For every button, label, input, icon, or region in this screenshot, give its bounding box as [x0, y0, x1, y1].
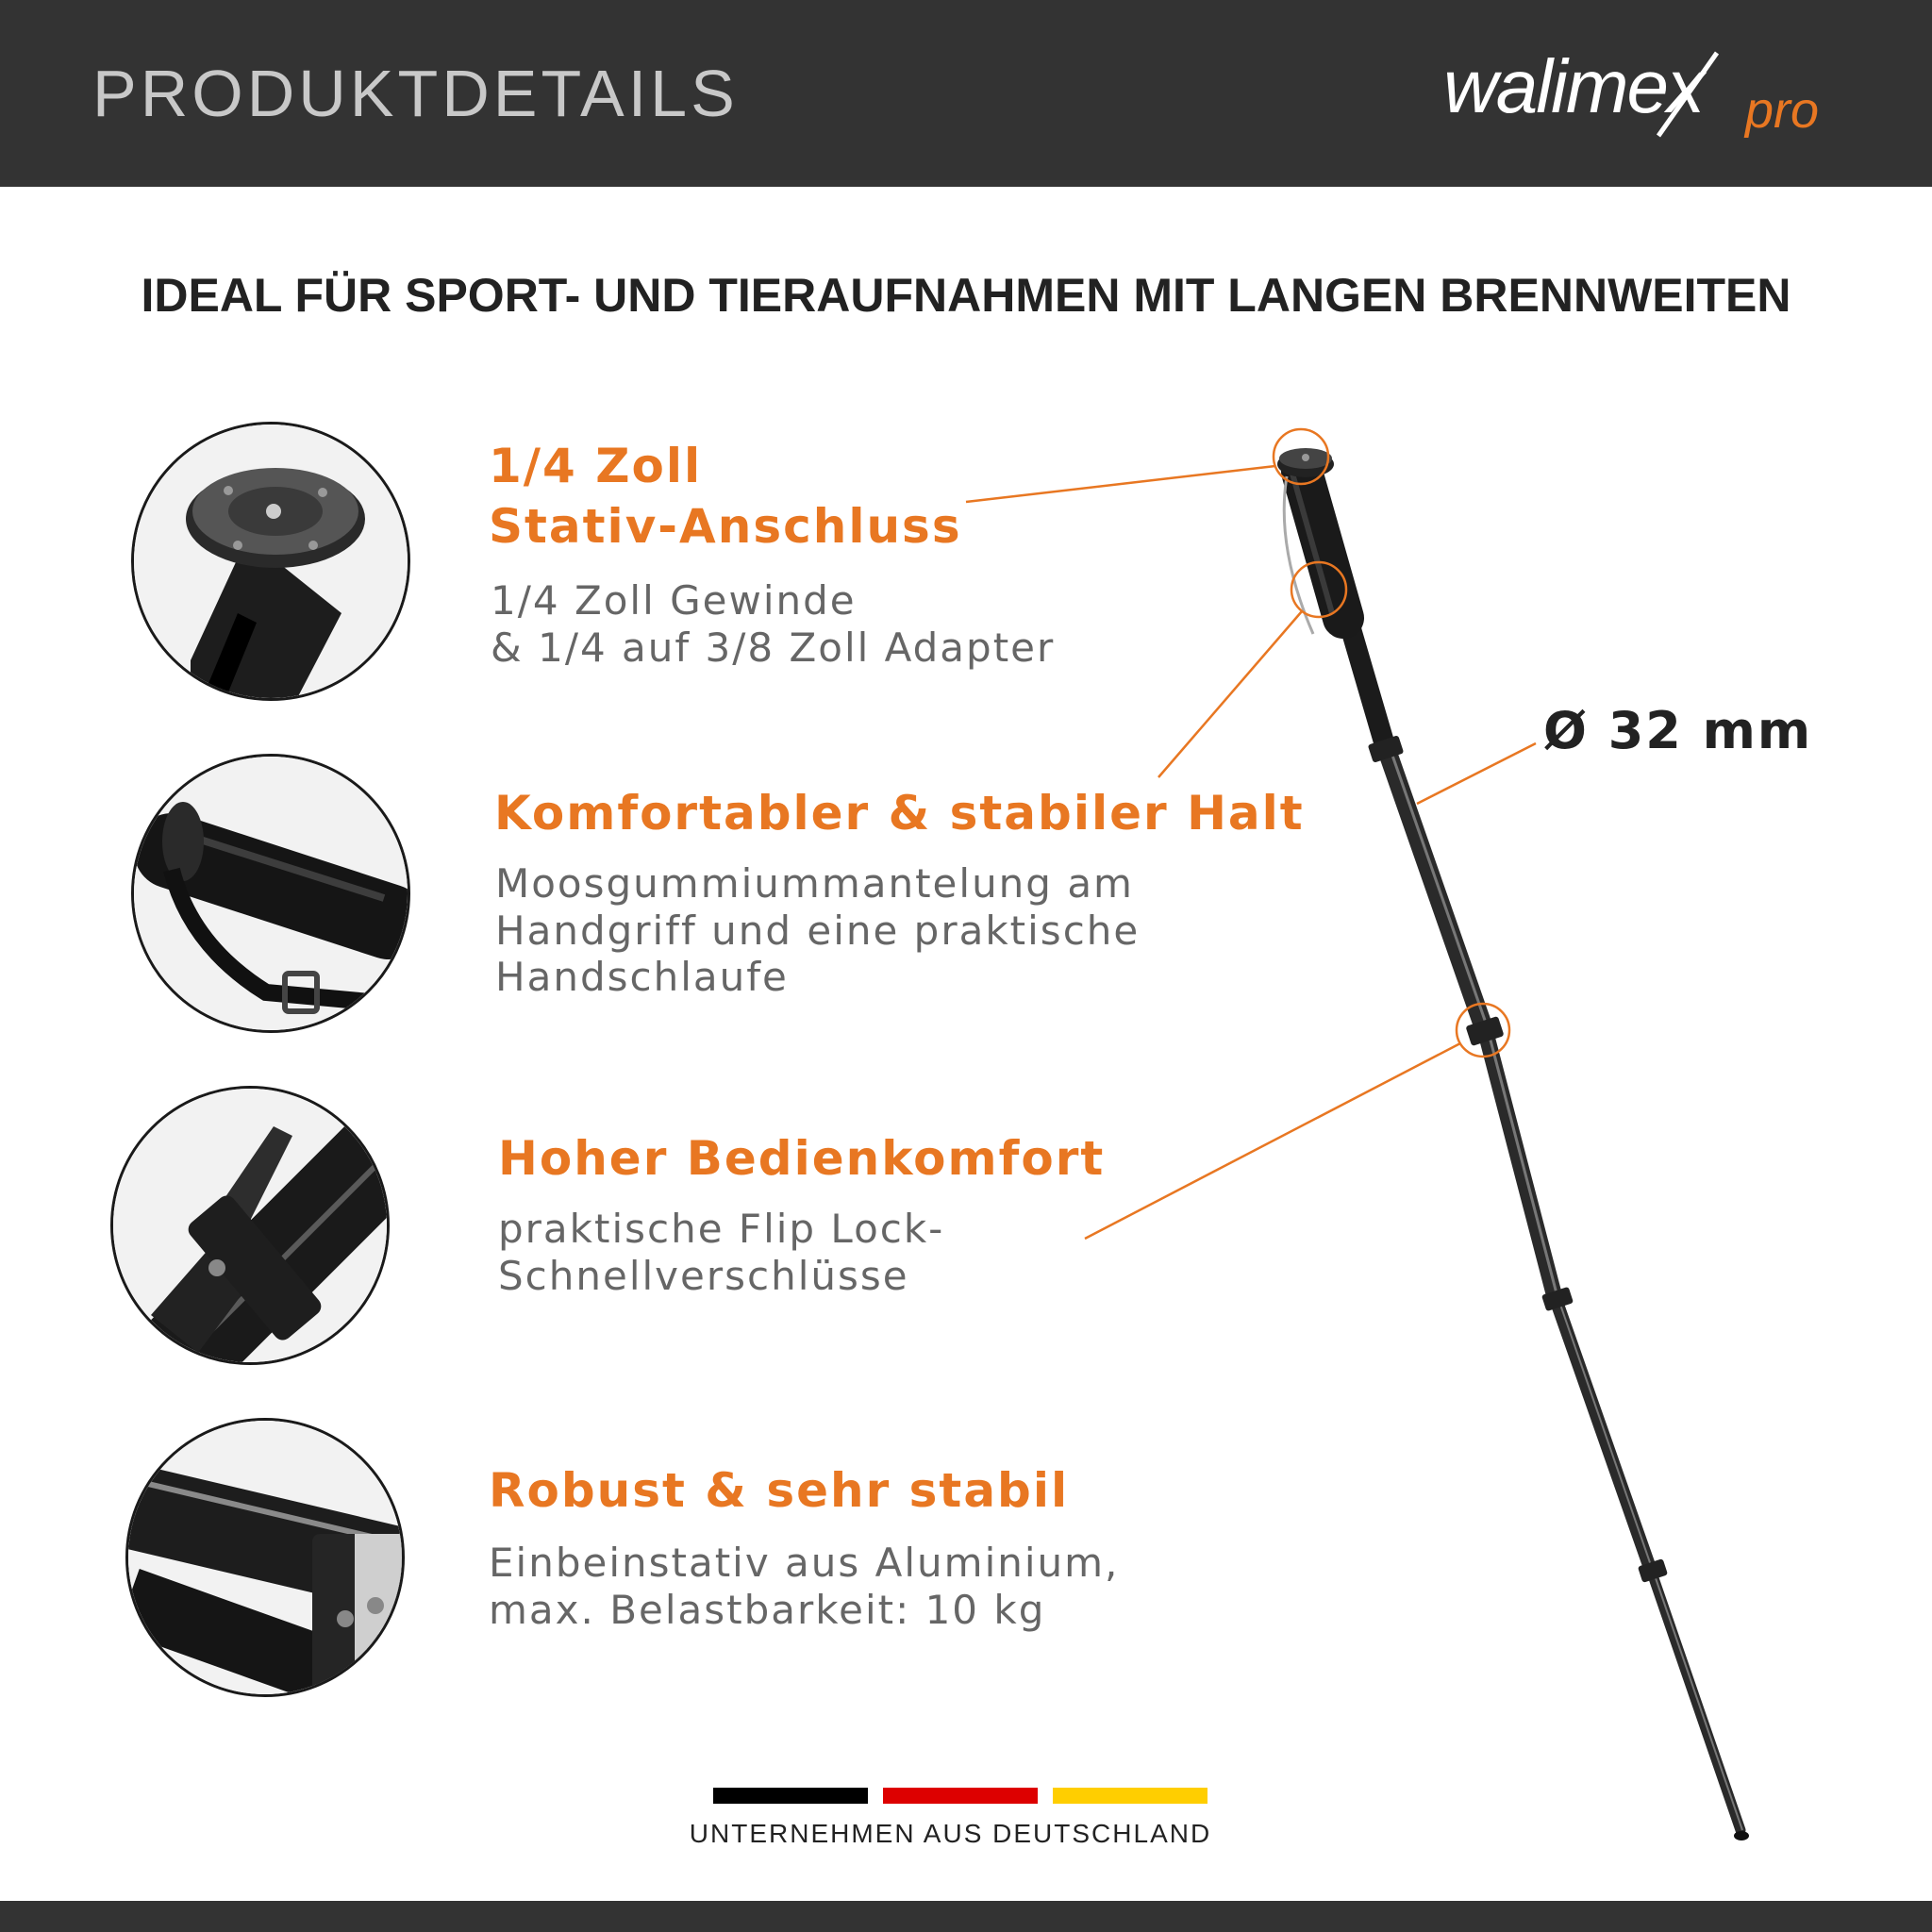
thumb-foam-grip [131, 754, 410, 1033]
feature-2-title-line-1: Komfortabler & stabiler Halt [494, 786, 1305, 841]
feature-3-title [498, 1128, 1105, 1189]
germany-company-label: UNTERNEHMEN AUS DEUTSCHLAND [689, 1819, 1212, 1848]
feature-1-desc-line-2: & 1/4 auf 3/8 Zoll Adapter [491, 624, 1056, 671]
feature-4-title-line-1: Robust & sehr stabil [489, 1463, 1070, 1518]
flag-stripe-red [883, 1788, 1038, 1804]
feature-1-description [491, 577, 1055, 671]
diameter-label: Ø 32 mm [1543, 701, 1813, 760]
flag-stripe-black [713, 1788, 868, 1804]
feature-2-description [495, 860, 1140, 1001]
feature-2-title [494, 783, 1305, 843]
feature-3-desc-line-2: Schnellverschlüsse [498, 1252, 909, 1299]
feature-2-desc-line-1: Moosgummiummantelung am [495, 860, 1134, 907]
foam-grip-icon [134, 757, 410, 1033]
feature-2-desc-line-2: Handgriff und eine praktische [495, 907, 1141, 954]
feature-4-desc-line-2: max. Belastbarkeit: 10 kg [489, 1586, 1046, 1633]
monopod-leg [1349, 623, 1742, 1830]
flip-lock-icon [113, 1089, 390, 1365]
thumb-mount-plate [131, 422, 410, 701]
feature-1-title [489, 436, 962, 557]
flag-stripe-gold [1053, 1788, 1208, 1804]
feature-1-title-line-2: Stativ-Anschluss [489, 499, 962, 554]
feature-3-description [498, 1206, 944, 1299]
thumb-flip-lock [110, 1086, 390, 1365]
feature-3-title-line-1: Hoher Bedienkomfort [498, 1131, 1106, 1186]
page-title: PRODUKTDETAILS [92, 57, 739, 130]
footer-bar [0, 1901, 1932, 1932]
feature-3-desc-line-1: praktische Flip Lock- [498, 1206, 945, 1252]
mount-plate-icon [134, 425, 410, 701]
logo-wordmark: walimex [1443, 44, 1703, 128]
feature-4-desc-line-1: Einbeinstativ aus Aluminium, [489, 1540, 1120, 1586]
feature-1-desc-line-1: 1/4 Zoll Gewinde [491, 577, 857, 624]
aluminium-tube-icon [128, 1421, 405, 1697]
headline: IDEAL FÜR SPORT- UND TIERAUFNAHMEN MIT LANGEN BRENNWEITEN [141, 269, 1791, 322]
feature-2-desc-line-3: Handschlaufe [495, 954, 789, 1001]
thumb-aluminium-tube [125, 1418, 405, 1697]
logo-pro-suffix: pro [1745, 82, 1820, 139]
feature-1-title-line-1: 1/4 Zoll [489, 439, 703, 493]
mount-head [1277, 448, 1334, 477]
feature-4-description [489, 1540, 1119, 1633]
feature-4-title [489, 1460, 1069, 1521]
